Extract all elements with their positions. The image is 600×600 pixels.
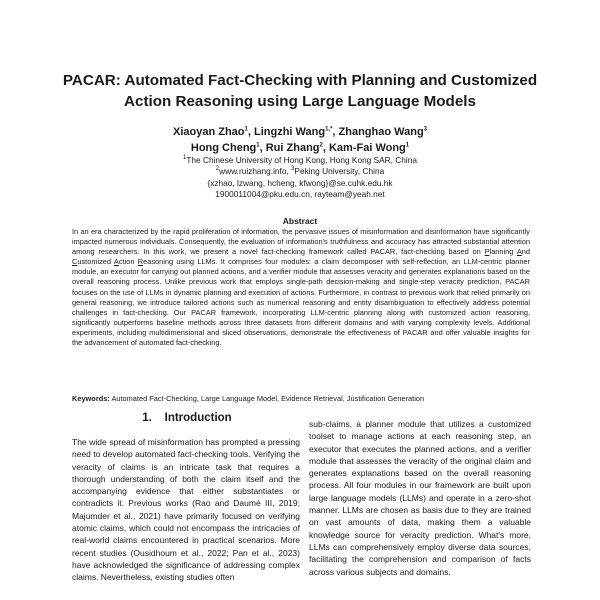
affil-text: Peking University, China bbox=[294, 166, 385, 177]
intro-right-column: sub-claims, a planner module that utilizes a customized toolset to manage actions at each reasoning step, an executor that executes the planned actions, and a verifier module that assesses the veracity of the original claim and generates explanations based on the overall reasoning process. All four modules in our framework are built upon large language models (LLMs) and operate in a zero-shot manner. LLMs are chosen as basis due to they are trained on vast amounts of data, making them a valuable knowledge source for veracity prediction. What's more, LLMs can comprehensively employ diverse data sources, facilitating the comprehension and comparison of facts across various subjects and domains. bbox=[309, 419, 531, 577]
author-list bbox=[60, 124, 540, 156]
intro-left-column: The wide spread of misinformation has prompted a pressing need to develop automated fact-checking tools. Verifying the veracity of claims is an intricate task that requires a thorough understanding of both the claim itself and the accompanying evidence that either substantiates or contradicts it. Previous works (Rao and Daumé III, 2019; Majumder et al., 2021) have primarily focused on verifying atomic claims, which could not encompass the intricacies of real-world claims encountered in practical scenarios. More recent studies (Ousidhoum et al., 2022; Pan et al., 2023) have acknowledged the significance of addressing complex claims. Nevertheless, existing studies often bbox=[72, 437, 300, 583]
author-name: Hong Cheng bbox=[190, 142, 257, 154]
paper-title: PACAR: Automated Fact-Checking with Planning and Customized Action Reasoning using Large Language Models bbox=[62, 72, 538, 110]
author-sep: , bbox=[259, 142, 266, 154]
abstract-heading: Abstract bbox=[282, 216, 318, 226]
abstract-text: nd bbox=[521, 247, 530, 257]
author-mark: 3 bbox=[423, 126, 428, 133]
author-name: Lingzhi Wang bbox=[253, 126, 326, 138]
acronym-letter: A bbox=[516, 247, 522, 257]
affil-text: The Chinese University of Hong Kong, Hong Kong SAR, China bbox=[186, 155, 417, 165]
author-line-1 bbox=[60, 124, 540, 140]
affiliation-line bbox=[60, 166, 540, 177]
author-name: Zhanghao Wang bbox=[338, 126, 424, 138]
abstract-text: ustomized bbox=[77, 257, 114, 267]
acronym-letter: A bbox=[113, 257, 119, 267]
author-mark: 1,* bbox=[325, 126, 333, 133]
affiliations bbox=[60, 155, 540, 201]
affiliation-line bbox=[60, 155, 540, 166]
abstract-text: In an era characterized by the rapid proliferation of information, the pervasive issues of misinformation and disinformation have significantly impacted numerous individuals. Consequently, the evaluation of information's truthfulness and accuracy has attracted substantial attention among researchers. In this work, we present a novel fact-checking framework called PACAR, fact-checking based on bbox=[72, 227, 530, 257]
abstract-text: ction bbox=[118, 257, 138, 267]
author-mark: 2 bbox=[319, 142, 323, 149]
affiliation-line: 1900011004@pku.edu.cn, rayteam@yeah.net bbox=[215, 189, 385, 200]
author-name: Rui Zhang bbox=[265, 142, 320, 154]
keywords-label: Keywords: bbox=[72, 394, 110, 403]
keywords-list: Automated Fact-Checking, Large Language Model, Evidence Retrieval, Justification Generation bbox=[109, 394, 425, 403]
author-name: Kam-Fai Wong bbox=[328, 142, 406, 154]
acronym-letter: P bbox=[484, 247, 490, 257]
author-sep: , bbox=[332, 126, 339, 138]
author-line-2 bbox=[60, 140, 540, 156]
author-name: Xiaoyan Zhao bbox=[172, 126, 245, 138]
author-sep: , bbox=[322, 142, 329, 154]
affil-mark: 2 bbox=[215, 166, 220, 173]
abstract-body bbox=[72, 227, 530, 348]
abstract-text: easoning bbox=[143, 257, 174, 267]
abstract-text: using LLMs. It comprises four modules: a claim decomposer with self-reflection, an LLM-centric planner module, an executor for carrying out planned actions, and a verifier module that assesses veracity and generates explanations based on the overall reasoning process. Unlike previous work that employs single-path decision-making and single-step veracity prediction, PACAR focuses on the use of LLMs in dynamic planning and execution of actions. Furthermore, in contrast to previous work that relied primarily on general reasoning, we introduce tailored actions such as numerical reasoning and entity disambiguation to effectively address potential challenges in fact-checking. Our PACAR framework, incorporating LLM-centric planning along with customized action reasoning, significantly outperforms baseline methods across three datasets from different domains and with varying complexity levels. Additional experiments, including multidimensional and sliced observations, demonstrate the effectiveness of PACAR and offer valuable insights for the advancement of automated fact-checking. bbox=[72, 257, 530, 348]
section-heading-introduction: 1. Introduction bbox=[142, 412, 232, 424]
affil-text: www.ruizhang.info, bbox=[219, 166, 292, 177]
author-sep: , bbox=[247, 126, 254, 138]
affil-mark: 1 bbox=[183, 155, 187, 162]
keywords bbox=[72, 394, 530, 404]
abstract-text: lanning bbox=[489, 247, 517, 257]
author-mark: 1 bbox=[244, 126, 248, 133]
author-mark: 1 bbox=[256, 142, 260, 149]
affiliation-line: {xzhao, lzwang, hcheng, kfwong}@se.cuhk.edu.hk bbox=[207, 177, 393, 188]
acronym-letter: R bbox=[137, 257, 144, 267]
affil-mark: 3 bbox=[291, 166, 295, 173]
acronym-letter: C bbox=[72, 257, 78, 267]
author-mark: 1 bbox=[405, 142, 410, 149]
